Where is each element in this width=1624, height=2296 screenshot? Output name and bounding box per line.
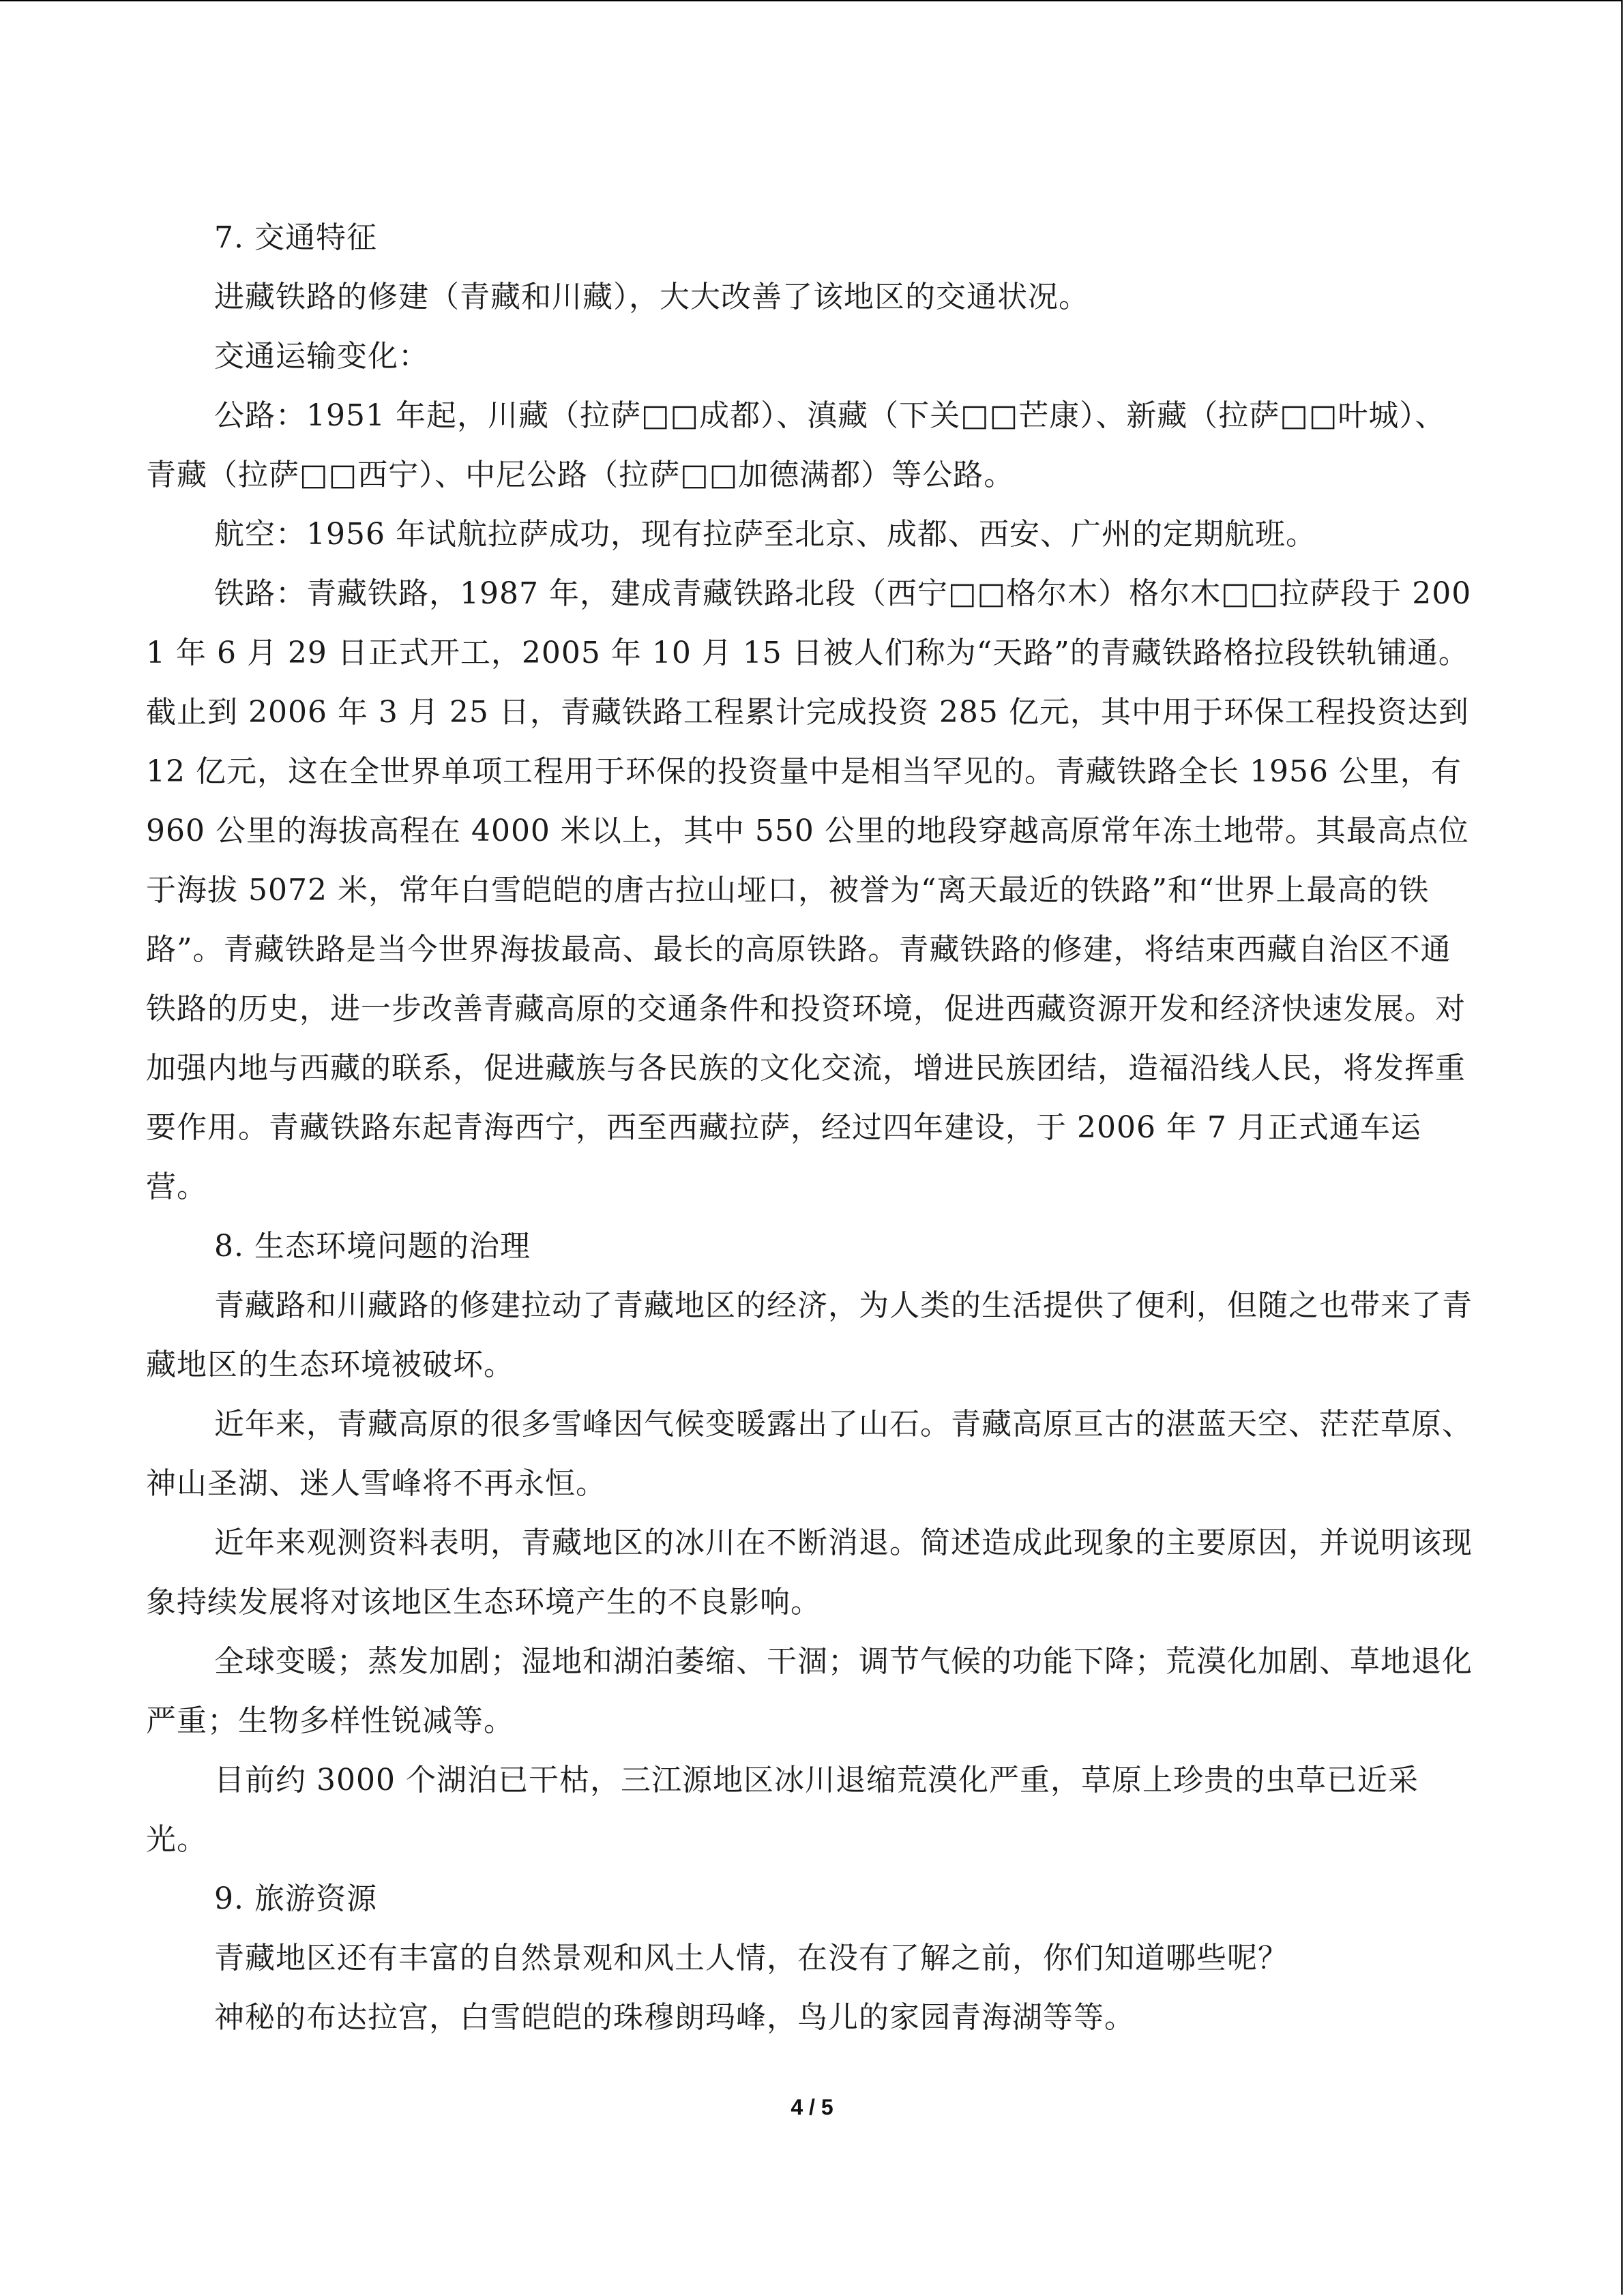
document-body [146, 208, 1476, 2047]
section-heading-tourism: 9. 旅游资源 [214, 1881, 377, 1916]
paragraph: 近年来观测资料表明，青藏地区的冰川在不断消退。简述造成此现象的主要原因，并说明该现象持续发展将对该地区生态环境产生的不良影响。 [146, 1525, 1473, 1620]
page-number: 4 / 5 [791, 2095, 833, 2119]
paragraph-highways: 公路：1951 年起，川藏（拉萨□□成都）、滇藏（下关□□芒康）、新藏（拉萨□□叶城）、青藏（拉萨□□西宁）、中尼公路（拉萨□□加德满都）等公路。 [146, 398, 1446, 492]
paragraph: 青藏地区还有丰富的自然景观和风土人情，在没有了解之前，你们知道哪些呢？ [214, 1941, 1288, 1976]
paragraph: 近年来，青藏高原的很多雪峰因气候变暖露出了山石。青藏高原亘古的湛蓝天空、茫茫草原、神山圣湖、迷人雪峰将不再永恒。 [146, 1407, 1473, 1501]
paragraph: 全球变暖；蒸发加剧；湿地和湖泊萎缩、干涸；调节气候的功能下降；荒漠化加剧、草地退化严重；生物多样性锐减等。 [146, 1644, 1473, 1738]
paragraph: 青藏路和川藏路的修建拉动了青藏地区的经济，为人类的生活提供了便利，但随之也带来了青藏地区的生态环境被破坏。 [146, 1288, 1473, 1382]
paragraph: 交通运输变化： [214, 339, 429, 374]
paragraph-aviation: 航空：1956 年试航拉萨成功，现有拉萨至北京、成都、西安、广州的定期航班。 [214, 517, 1316, 552]
section-heading-transport: 7. 交通特征 [214, 220, 377, 255]
paragraph-railway: 铁路：青藏铁路，1987 年，建成青藏铁路北段（西宁□□格尔木）格尔木□□拉萨段于 2001 年 6 月 29 日正式开工，2005 年 10 月 15 日被人们称为“天路”的青藏铁路格拉段铁轨铺通。截止到 2006 年 3 月 25 日，青藏铁路工程累计完成投资 285 亿元，其中用于环保工程投资达到 12 亿元，这在全世界单项工程用于环保的投资量中是相当罕见的。青藏铁路全长 1956 公里，有 960 公里的海拔高程在 4000 米以上，其中 550 公里的地段穿越高原常年冻土地带。其最高点位于海拔 5072 米，常年白雪皑皑的唐古拉山垭口，被誉为“离天最近的铁路”和“世界上最高的铁路”。青藏铁路是当今世界海拔最高、最长的高原铁路。青藏铁路的修建，将结束西藏自治区不通铁路的历史，进一步改善青藏高原的交通条件和投资环境，促进西藏资源开发和经济快速发展。对加强内地与西藏的联系，促进藏族与各民族的文化交流，增进民族团结，造福沿线人民，将发挥重要作用。青藏铁路东起青海西宁，西至西藏拉萨，经过四年建设，于 2006 年 7 月正式通车运营。 [146, 576, 1472, 1204]
paragraph: 神秘的布达拉宫，白雪皑皑的珠穆朗玛峰，鸟儿的家园青海湖等等。 [214, 2000, 1135, 2035]
paragraph: 目前约 3000 个湖泊已干枯，三江源地区冰川退缩荒漠化严重，草原上珍贵的虫草已近采光。 [146, 1763, 1419, 1857]
paragraph: 进藏铁路的修建（青藏和川藏），大大改善了该地区的交通状况。 [214, 280, 1089, 314]
section-heading-ecology: 8. 生态环境问题的治理 [214, 1229, 531, 1264]
